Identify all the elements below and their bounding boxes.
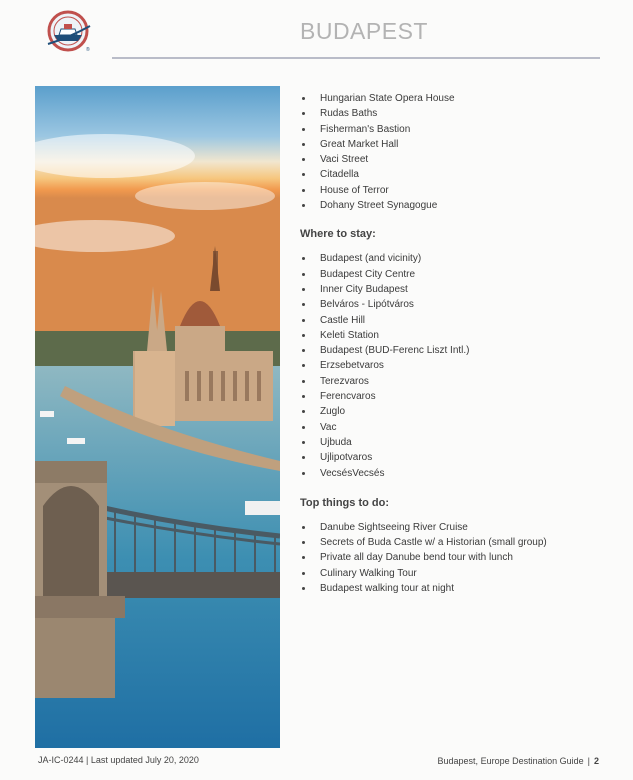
footer-guide-title: Budapest, Europe Destination Guide [437, 756, 584, 766]
list-item: Erzsebetvaros [300, 358, 600, 373]
list-item: Castle Hill [300, 313, 600, 328]
list-item: Great Market Hall [300, 137, 600, 152]
list-item: Vaci Street [300, 152, 600, 167]
page-title: BUDAPEST [300, 18, 428, 44]
list-item: Inner City Budapest [300, 282, 600, 297]
list-item: Keleti Station [300, 328, 600, 343]
page-number: 2 [593, 756, 599, 766]
list-item: Budapest City Centre [300, 267, 600, 282]
list-item: Citadella [300, 167, 600, 182]
top-things-list [300, 520, 600, 596]
list-item: VecsésVecsés [300, 466, 600, 481]
footer-document-id: JA-IC-0244 | Last updated July 20, 2020 [38, 755, 199, 765]
list-item: Fisherman's Bastion [300, 122, 600, 137]
list-item: Terezvaros [300, 374, 600, 389]
list-item: Secrets of Buda Castle w/ a Historian (small group) [300, 535, 600, 550]
content-column [300, 91, 600, 596]
list-item: Danube Sightseeing River Cruise [300, 520, 600, 535]
svg-text:®: ® [86, 47, 90, 53]
list-item: Ujlipotvaros [300, 450, 600, 465]
list-item: House of Terror [300, 183, 600, 198]
cruise-ship-logo-icon [42, 8, 94, 54]
list-item: Budapest walking tour at night [300, 581, 600, 596]
attractions-list [300, 91, 600, 213]
list-item: Private all day Danube bend tour with lunch [300, 550, 600, 565]
list-item: Budapest (BUD-Ferenc Liszt Intl.) [300, 343, 600, 358]
list-item: Hungarian State Opera House [300, 91, 600, 106]
list-item: Rudas Baths [300, 106, 600, 121]
list-item: Ujbuda [300, 435, 600, 450]
top-things-heading: Top things to do: [300, 496, 389, 509]
footer-guide-info [438, 756, 599, 766]
where-to-stay-list [300, 251, 600, 480]
list-item: Dohany Street Synagogue [300, 198, 600, 213]
budapest-parliament-photo [35, 86, 280, 748]
list-item: Budapest (and vicinity) [300, 251, 600, 266]
list-item: Zuglo [300, 404, 600, 419]
list-item: Belváros - Lipótváros [300, 297, 600, 312]
list-item: Ferencvaros [300, 389, 600, 404]
list-item: Culinary Walking Tour [300, 566, 600, 581]
where-to-stay-heading: Where to stay: [300, 228, 376, 241]
footer-separator: | [587, 756, 590, 766]
title-divider [112, 57, 600, 59]
list-item: Vac [300, 420, 600, 435]
